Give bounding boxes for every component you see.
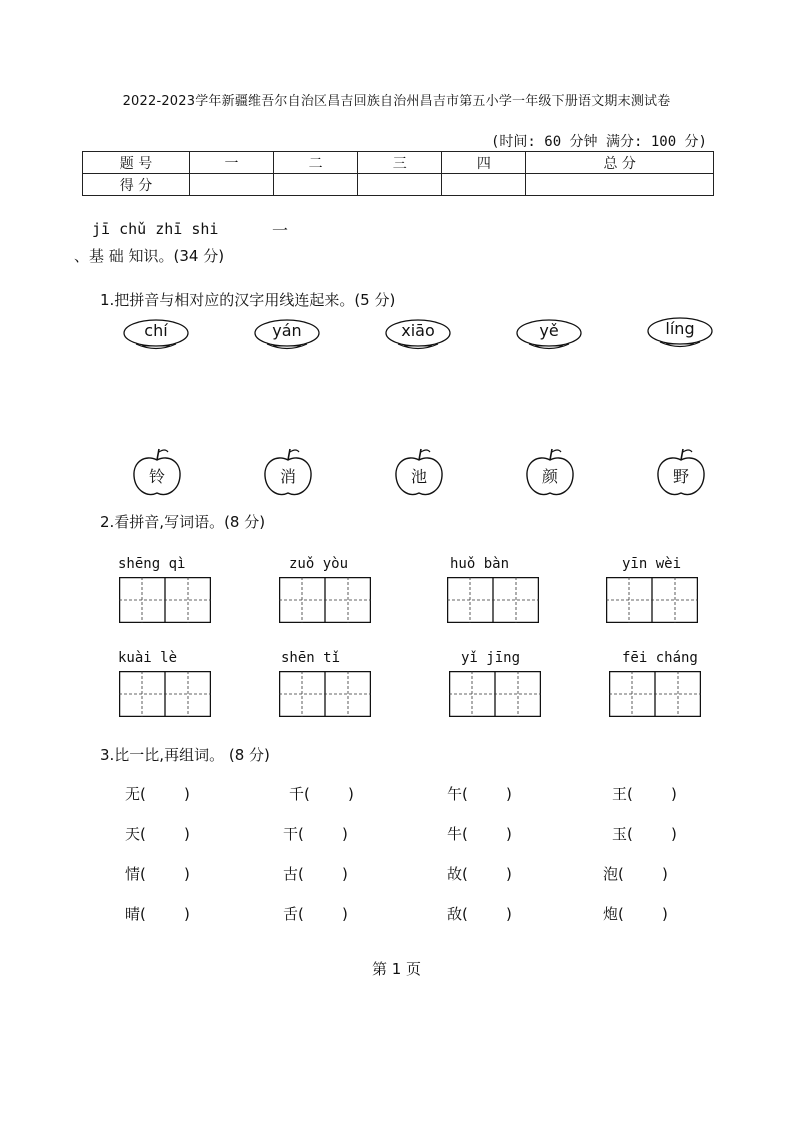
q2-prompt: 2.看拼音,写词语。(8 分) — [100, 513, 266, 531]
word-pinyin: fēi cháng — [622, 650, 698, 666]
character-apple[interactable] — [655, 446, 707, 498]
word-pinyin: shēng qì — [118, 556, 186, 572]
score-row-label: 得 分 — [83, 174, 190, 196]
word-pinyin: kuài lè — [118, 650, 178, 666]
apple-character: 野 — [672, 467, 689, 486]
score-header-cell: 一 — [190, 152, 274, 174]
compare-item[interactable]: 千( ) — [289, 785, 354, 803]
writing-grid[interactable] — [606, 577, 698, 623]
exam-meta: (时间: 60 分钟 满分: 100 分) — [490, 134, 707, 150]
compare-item[interactable]: 故( ) — [447, 865, 512, 883]
pinyin-plate[interactable] — [515, 315, 583, 355]
character-apple[interactable] — [393, 446, 445, 498]
score-cell[interactable] — [274, 174, 358, 196]
plate-pinyin: xiāo — [401, 321, 435, 340]
character-apple[interactable] — [262, 446, 314, 498]
plate-pinyin: líng — [665, 319, 695, 338]
word-pinyin: shēn tǐ — [281, 650, 341, 666]
section1-pinyin: jī chǔ zhī shi — [92, 220, 219, 238]
score-header-cell: 总 分 — [526, 152, 714, 174]
apple-character: 消 — [279, 467, 296, 486]
writing-grid[interactable] — [449, 671, 541, 717]
score-header-cell: 四 — [442, 152, 526, 174]
compare-item[interactable]: 天( ) — [125, 825, 190, 843]
score-cell[interactable] — [526, 174, 714, 196]
apple-character: 池 — [410, 467, 427, 486]
compare-item[interactable]: 古( ) — [283, 865, 348, 883]
exam-title: 2022-2023学年新疆维吾尔自治区昌吉回族自治州昌吉市第五小学一年级下册语文期末测试卷 — [122, 94, 671, 109]
compare-item[interactable]: 晴( ) — [125, 905, 190, 923]
character-apple[interactable] — [131, 446, 183, 498]
score-cell[interactable] — [442, 174, 526, 196]
score-header-cell: 二 — [274, 152, 358, 174]
section1-heading: 、基 础 知识。(34 分) — [74, 247, 225, 265]
compare-item[interactable]: 舌( ) — [283, 905, 348, 923]
plate-pinyin: chí — [144, 321, 168, 340]
score-header-cell: 三 — [358, 152, 442, 174]
score-cell[interactable] — [358, 174, 442, 196]
compare-item[interactable]: 敌( ) — [447, 905, 512, 923]
compare-item[interactable]: 王( ) — [612, 785, 677, 803]
word-pinyin: yīn wèi — [622, 556, 682, 572]
writing-grid[interactable] — [279, 577, 371, 623]
compare-item[interactable]: 午( ) — [447, 785, 512, 803]
writing-grid[interactable] — [447, 577, 539, 623]
compare-item[interactable]: 炮( ) — [603, 905, 668, 923]
score-table — [82, 151, 714, 196]
apple-character: 铃 — [148, 467, 165, 486]
plate-pinyin: yán — [272, 321, 302, 340]
character-apple[interactable] — [524, 446, 576, 498]
section1-numeral: 一 — [272, 221, 289, 240]
word-pinyin: yǐ jīng — [461, 650, 521, 666]
compare-item[interactable]: 泡( ) — [603, 865, 668, 883]
compare-item[interactable]: 干( ) — [283, 825, 348, 843]
q1-prompt: 1.把拼音与相对应的汉字用线连起来。(5 分) — [100, 291, 396, 309]
word-pinyin: zuǒ yòu — [289, 556, 349, 572]
word-pinyin: huǒ bàn — [450, 556, 510, 572]
q3-prompt: 3.比一比,再组词。 (8 分) — [100, 746, 270, 764]
compare-item[interactable]: 牛( ) — [447, 825, 512, 843]
writing-grid[interactable] — [609, 671, 701, 717]
compare-item[interactable]: 无( ) — [125, 785, 190, 803]
writing-grid[interactable] — [119, 671, 211, 717]
page-number: 第 1 页 — [371, 960, 422, 978]
score-header-cell: 题 号 — [83, 152, 190, 174]
score-cell[interactable] — [190, 174, 274, 196]
pinyin-plate[interactable] — [384, 315, 452, 355]
pinyin-plate[interactable] — [122, 315, 190, 355]
compare-item[interactable]: 情( ) — [125, 865, 190, 883]
pinyin-plate[interactable] — [646, 313, 714, 353]
plate-pinyin: yě — [539, 321, 559, 340]
writing-grid[interactable] — [119, 577, 211, 623]
pinyin-plate[interactable] — [253, 315, 321, 355]
writing-grid[interactable] — [279, 671, 371, 717]
compare-item[interactable]: 玉( ) — [612, 825, 677, 843]
apple-character: 颜 — [541, 467, 558, 486]
